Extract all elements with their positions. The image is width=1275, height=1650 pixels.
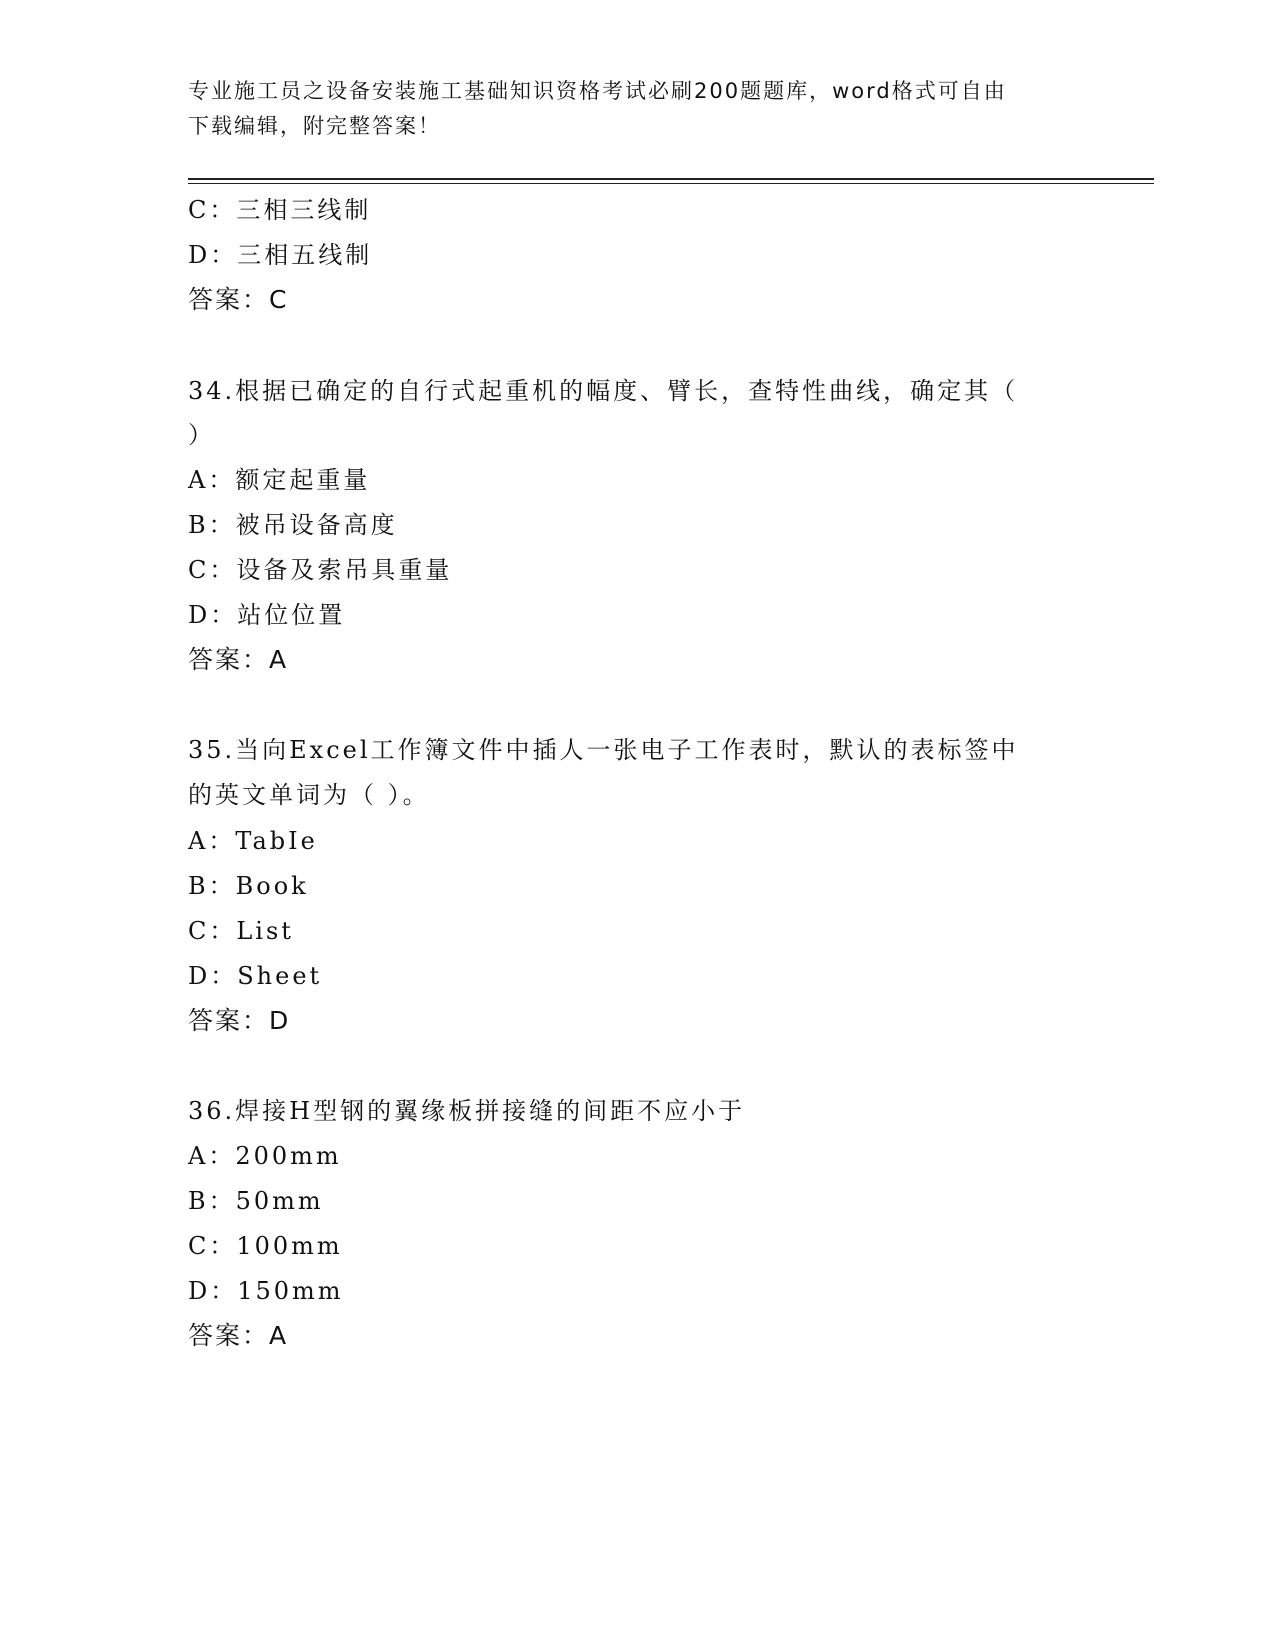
q34-stem-line-2: ） bbox=[188, 421, 215, 449]
q33-option-c: C：三相三线制 bbox=[188, 196, 372, 224]
q36-answer: 答案：A bbox=[188, 1321, 289, 1350]
q34-option-b: B：被吊设备高度 bbox=[188, 511, 398, 539]
q36-option-b: B：50mm bbox=[188, 1187, 324, 1215]
q36-option-c: C：100mm bbox=[188, 1232, 343, 1260]
q35-answer: 答案：D bbox=[188, 1006, 291, 1035]
q35-option-b: B：Book bbox=[188, 872, 309, 900]
header-divider-thick bbox=[188, 178, 1154, 180]
document-header bbox=[188, 74, 1068, 144]
q34-answer: 答案：A bbox=[188, 645, 289, 674]
header-line-1: 专业施工员之设备安装施工基础知识资格考试必刷200题题库，word格式可自由 bbox=[188, 79, 1007, 103]
q34-stem-line-1: 34.根据已确定的自行式起重机的幅度、臂长，查特性曲线，确定其（ bbox=[188, 377, 1019, 405]
q35-stem-line-2: 的英文单词为（ ）。 bbox=[188, 781, 430, 809]
q33-option-d: D：三相五线制 bbox=[188, 241, 373, 269]
q35-option-d: D：Sheet bbox=[188, 962, 323, 990]
q34-option-c: C：设备及索吊具重量 bbox=[188, 556, 453, 584]
q34-option-d: D：站位位置 bbox=[188, 601, 346, 629]
q35-option-c: C：List bbox=[188, 917, 294, 945]
header-line-2: 下载编辑，附完整答案！ bbox=[188, 114, 441, 138]
q35-option-a: A：TabIe bbox=[188, 827, 318, 855]
q36-option-a: A：200mm bbox=[188, 1142, 342, 1170]
q34-option-a: A：额定起重量 bbox=[188, 466, 371, 494]
header-divider-thin bbox=[188, 183, 1154, 184]
q33-answer: 答案：C bbox=[188, 285, 289, 314]
q36-option-d: D：150mm bbox=[188, 1277, 344, 1305]
q35-stem-line-1: 35.当向Excel工作簿文件中插人一张电子工作表时，默认的表标签中 bbox=[188, 736, 1019, 764]
q36-stem-line-1: 36.焊接H型钢的翼缘板拼接缝的间距不应小于 bbox=[188, 1097, 746, 1125]
